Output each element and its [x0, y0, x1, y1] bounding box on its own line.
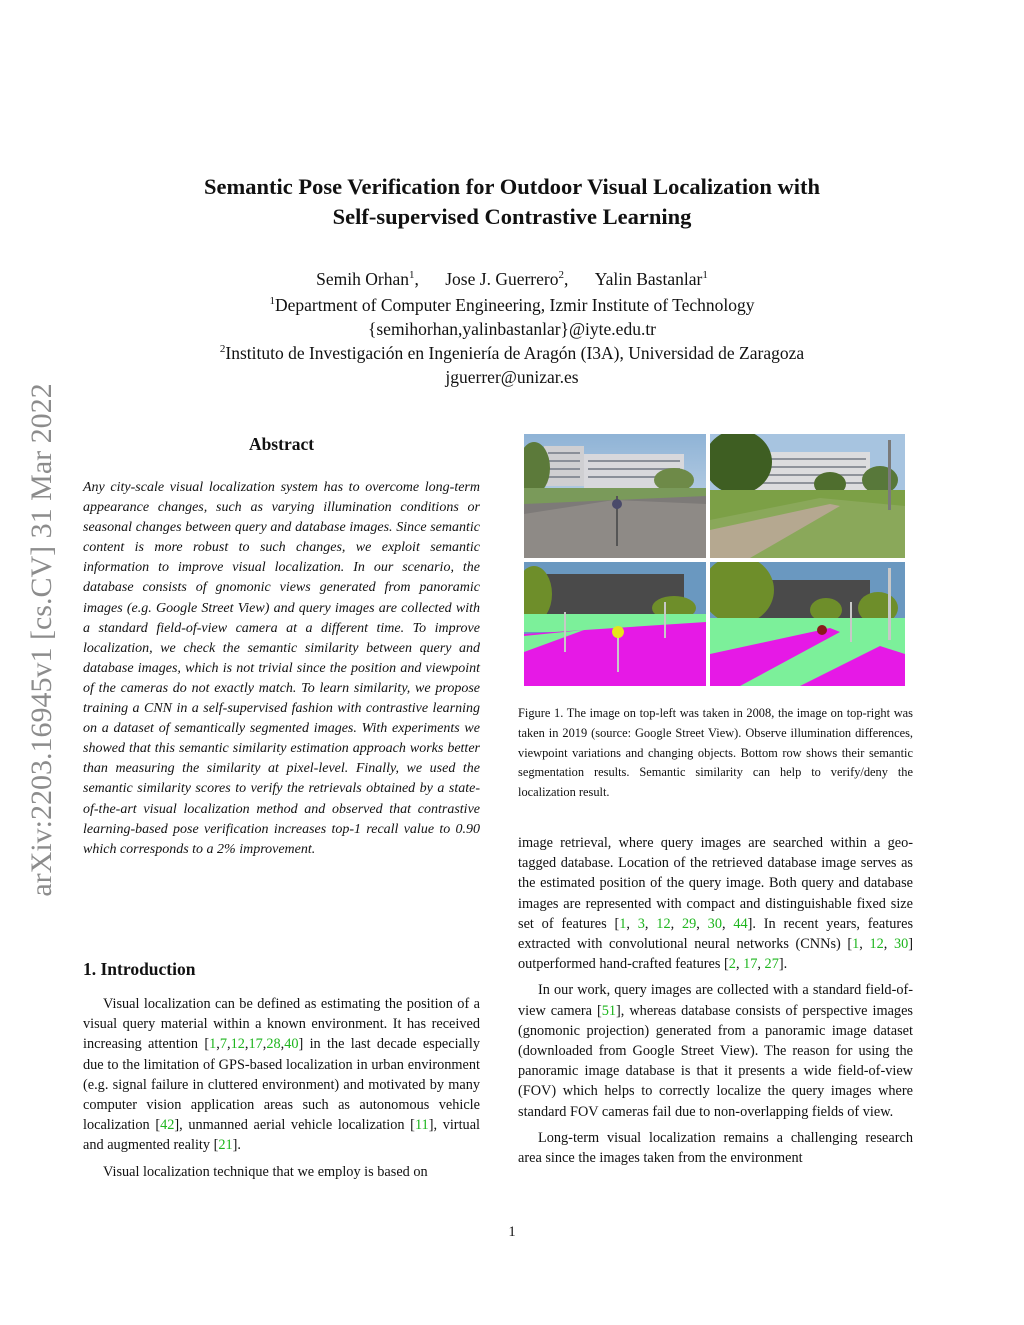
citation-link[interactable]: 17 — [743, 956, 758, 973]
email-2: jguerrer@unizar.es — [445, 367, 579, 387]
citation-link[interactable]: 12 — [869, 936, 884, 953]
text-run: ] in the last decade especially due to the limitation of GPS-based localization in urban environment (e.g. signal failure in cluttered environment) and motivated by many computer vision application areas such as autonomous vehicle localization [ — [83, 1036, 480, 1134]
abstract-heading: Abstract — [248, 434, 315, 454]
citation-link[interactable]: 1 — [209, 1036, 217, 1053]
right-paragraph-3: Long-term visual localization remains a challenging research area since the images taken from the environment — [518, 1129, 913, 1167]
introduction-body — [83, 994, 480, 1182]
text-run: ], whereas database consists of perspective images (gnomonic projection) generated from a panoramic image dataset (downloaded from Google Street View). The reason for using the panoramic image database is that it presents a wide field-of-view (FOV) which helps to correctly localize the query images where standard FOV cameras fail due to non-overlapping fields of view. — [518, 1002, 913, 1120]
text-run: , — [696, 915, 708, 932]
text-run: image retrieval, where query images are searched within a geo-tagged database. Location of the retrieved database image serves as the estimated position of the query image. Both query and database images are represented with compact and distinguishable fixed size set of features [ — [518, 835, 913, 932]
citation-link[interactable]: 2 — [728, 956, 736, 973]
paper-title — [0, 172, 1024, 232]
introduction-heading: 1. Introduction — [83, 959, 196, 979]
citation-link[interactable]: 3 — [637, 915, 645, 932]
text-run: , — [227, 1036, 231, 1053]
figure-1 — [524, 434, 905, 686]
citation-link[interactable]: 7 — [219, 1036, 228, 1053]
text-run: , — [644, 915, 657, 932]
text-run: , — [280, 1036, 285, 1053]
title-line-1: Semantic Pose Verification for Outdoor Visual Localization with — [203, 174, 821, 199]
text-run: , — [721, 915, 734, 932]
text-run: , — [859, 936, 870, 953]
text-run: , — [735, 956, 744, 973]
text-run: ]. — [778, 956, 788, 973]
author-2: Jose J. Guerrero$^2$, — [445, 269, 569, 289]
introduction-paragraph-2: Visual localization technique that we employ is based on — [103, 1163, 428, 1180]
introduction-paragraph-1 — [83, 994, 480, 1156]
abstract-text: Any city-scale visual localization system has to overcome long-term appearance changes, such as varying illumination conditions or seasonal changes between query and database images. Since semantic content is more robust to such changes, we exploit semantic information to improve visual localization. In our scenario, the database consists of gnomonic views generated from panoramic images (e.g. Google Street View) and query images are collected with a standard field-of-view camera at a different time. To improve localization, we check the semantic similarity between query and database images, which is not trivial since the position and viewpoint of the cameras do not exactly match. To learn similarity, we propose training a CNN in a self-supervised fashion with contrastive learning on a dataset of semantically segmented images. With experiments we showed that this semantic similarity estimation approach works better than measuring the similarity at pixel-level. Finally, we used the semantic similarity scores to verify the retrievals obtained by a state-of-the-art visual localization method and observed that contrastive learning-based pose verification increases top-1 recall value to 0.90 which corresponds to a 2% improvement. — [83, 480, 480, 857]
citation-link[interactable]: 44 — [733, 915, 748, 932]
text-run: In our work, query images are collected with a standard field-of-view camera [ — [518, 982, 913, 1019]
citation-link[interactable]: 40 — [284, 1036, 299, 1053]
author-3: Yalin Bastanlar$^1$ — [594, 269, 708, 289]
text-run: , — [626, 915, 638, 932]
citation-link[interactable]: 28 — [266, 1036, 281, 1053]
text-run: , — [883, 936, 894, 953]
citation-link[interactable]: 1 — [619, 915, 627, 932]
text-run: ] outperformed hand-crafted features [ — [518, 936, 913, 973]
affiliation-2: $^2$Instituto de Investigación en Ingeniería de Aragón (I3A), Universidad de Zaragoza — [219, 343, 805, 363]
figure-segmentation-2008 — [524, 562, 706, 686]
citation-link[interactable]: 42 — [160, 1117, 175, 1134]
right-paragraph-1 — [518, 833, 913, 974]
text-run: , — [216, 1036, 220, 1053]
figure-photo-2008 — [524, 434, 706, 558]
arxiv-identifier: arXiv:2203.16945v1 [cs.CV] 31 Mar 2022 — [25, 383, 58, 897]
right-column-body — [518, 833, 913, 1168]
citation-link[interactable]: 27 — [764, 956, 779, 973]
title-line-2: Self-supervised Contrastive Learning — [332, 204, 692, 229]
affiliation-1: $^1$Department of Computer Engineering, Izmir Institute of Technology — [269, 295, 755, 315]
page-number: 1 — [508, 1224, 516, 1240]
text-run: , — [670, 915, 682, 932]
text-run: Visual localization can be defined as estimating the position of a visual query material within a known environment. It has received increasing attention [ — [83, 996, 480, 1053]
citation-link[interactable]: 30 — [893, 936, 909, 953]
figure-segmentation-2019 — [710, 562, 905, 686]
text-run: , — [262, 1036, 267, 1053]
text-run: , — [244, 1036, 249, 1053]
text-run: ]. In recent years, features extracted with convolutional neural networks (CNNs) [ — [518, 915, 914, 953]
author-list — [0, 268, 1024, 290]
right-paragraph-2 — [518, 980, 913, 1121]
citation-link[interactable]: 12 — [656, 915, 671, 932]
citation-link[interactable]: 29 — [681, 915, 697, 932]
figure-1-caption: Figure 1. The image on top-left was taken in 2008, the image on top-right was taken in 2019 (source: Google Street View). Observe illumination differences, viewpoint variations and changing objects. Bottom row shows their semantic segmentation results. Semantic similarity can help to verify/deny the localization result. — [518, 706, 913, 800]
text-run: , — [757, 956, 765, 973]
citation-link[interactable]: 12 — [230, 1036, 245, 1053]
email-1: {semihorhan,yalinbastanlar}@iyte.edu.tr — [367, 319, 657, 339]
citation-link[interactable]: 17 — [248, 1036, 263, 1053]
citation-link[interactable]: 11 — [414, 1117, 429, 1134]
citation-link[interactable]: 1 — [852, 936, 860, 953]
text-run: ], virtual and augmented reality [ — [83, 1117, 481, 1154]
text-run: ]. — [232, 1137, 242, 1154]
figure-photo-2019 — [710, 434, 905, 558]
citation-link[interactable]: 30 — [707, 915, 722, 932]
text-run: ], unmanned aerial vehicle localization [ — [174, 1117, 415, 1134]
author-1: Semih Orhan$^1$, — [316, 269, 419, 289]
citation-link[interactable]: 51 — [601, 1002, 617, 1019]
citation-link[interactable]: 21 — [218, 1137, 233, 1154]
